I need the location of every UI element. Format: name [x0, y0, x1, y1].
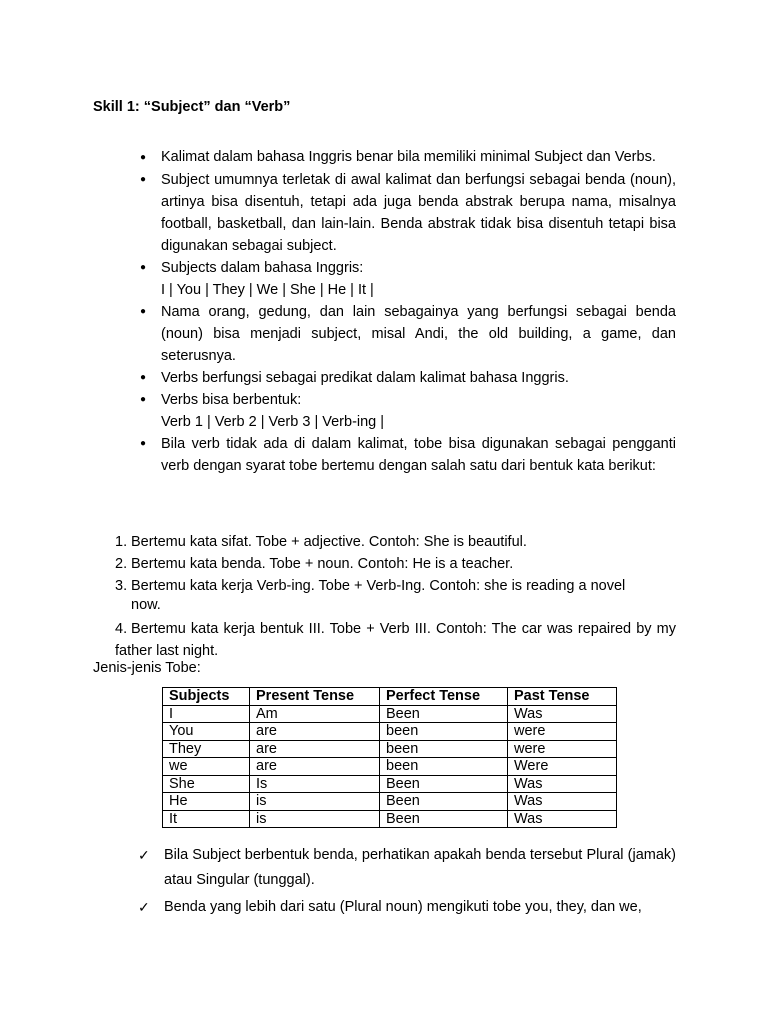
numbered-item: 3. Bertemu kata kerja Verb-ing. Tobe + Verb-Ing. Contoh: she is reading a novel now.: [115, 578, 626, 613]
subjects-list: I | You | They | We | She | He | It |: [161, 282, 374, 298]
table-cell: are: [250, 740, 380, 758]
verbs-list: Verb 1 | Verb 2 | Verb 3 | Verb-ing |: [161, 414, 385, 430]
table-cell: we: [163, 758, 250, 776]
tobe-table: [162, 687, 617, 828]
table-cell: They: [163, 740, 250, 758]
table-row: [163, 775, 617, 793]
table-row: [163, 793, 617, 811]
bullet-item: ● Subject umumnya terletak di awal kalimat dan berfungsi sebagai benda (noun), artinya bisa disentuh, tetapi ada juga benda abstrak berupa nama, misalnya football, basketball, dan lain-lain. Benda abstrak tidak bisa disentuh tetapi bisa digunakan sebagai subject.: [136, 169, 676, 257]
table-cell: been: [380, 758, 508, 776]
numbered-item: 1. Bertemu kata sifat. Tobe + adjective. Contoh: She is beautiful.: [115, 534, 527, 550]
bullet-icon: ●: [140, 372, 147, 383]
table-cell: I: [163, 705, 250, 723]
checkmark-icon: ✓: [138, 847, 150, 863]
header-present-tense: Present Tense: [250, 688, 380, 706]
check-list: [138, 843, 676, 920]
table-cell: Am: [250, 705, 380, 723]
table-cell: Were: [508, 758, 617, 776]
table-cell: It: [163, 810, 250, 828]
table-cell: Been: [380, 810, 508, 828]
table-row: [163, 723, 617, 741]
bullet-item: ● Kalimat dalam bahasa Inggris benar bila memiliki minimal Subject dan Verbs.: [140, 149, 656, 165]
check-item: ✓ Benda yang lebih dari satu (Plural noun) mengikuti tobe you, they, dan we,: [138, 895, 676, 920]
table-header-row: [163, 688, 617, 706]
header-subjects: Subjects: [163, 688, 250, 706]
table-cell: Was: [508, 810, 617, 828]
bullet-icon: ●: [140, 438, 147, 449]
table-cell: Was: [508, 705, 617, 723]
bullet-icon: ●: [140, 394, 147, 405]
bullet-item: ● Verbs berfungsi sebagai predikat dalam kalimat bahasa Inggris.: [136, 367, 676, 389]
table-cell: been: [380, 740, 508, 758]
table-cell: Been: [380, 705, 508, 723]
bullet-item: ● Verbs bisa berbentuk:: [136, 389, 676, 411]
checkmark-icon: ✓: [138, 899, 150, 915]
bullet-item: ● Nama orang, gedung, dan lain sebagainya yang berfungsi sebagai benda (noun) bisa menjadi subject, misal Andi, the old building, a game, dan seterusnya.: [136, 301, 676, 367]
table-cell: were: [508, 723, 617, 741]
table-cell: You: [163, 723, 250, 741]
bullet-item: ● Bila verb tidak ada di dalam kalimat, tobe bisa digunakan sebagai pengganti verb dengan syarat tobe bertemu dengan salah satu dari bentuk kata berikut:: [136, 433, 676, 477]
bullet-icon: ●: [140, 306, 147, 317]
header-perfect-tense: Perfect Tense: [380, 688, 508, 706]
check-item: ✓ Bila Subject berbentuk benda, perhatikan apakah benda tersebut Plural (jamak) atau Singular (tunggal).: [138, 843, 676, 893]
tobe-types-label: Jenis-jenis Tobe:: [93, 660, 201, 676]
bullet-icon: ●: [140, 262, 147, 273]
table-cell: been: [380, 723, 508, 741]
table-cell: Was: [508, 775, 617, 793]
table-row: [163, 705, 617, 723]
table-cell: She: [163, 775, 250, 793]
table-cell: Been: [380, 775, 508, 793]
table-row: [163, 810, 617, 828]
numbered-item: 2. Bertemu kata benda. Tobe + noun. Contoh: He is a teacher.: [115, 556, 514, 572]
numbered-list: [115, 532, 676, 662]
numbered-item: 4. Bertemu kata kerja bentuk III. Tobe + Verb III. Contoh: The car was repaired by my father last night.: [115, 621, 676, 659]
bullet-icon: ●: [140, 174, 147, 185]
table-cell: Was: [508, 793, 617, 811]
table-cell: were: [508, 740, 617, 758]
table-cell: are: [250, 758, 380, 776]
bullet-list: [136, 146, 676, 477]
table-cell: are: [250, 723, 380, 741]
table-row: [163, 758, 617, 776]
page-heading: Skill 1: “Subject” dan “Verb”: [93, 99, 291, 115]
table-cell: Is: [250, 775, 380, 793]
bullet-item: ● Subjects dalam bahasa Inggris:: [136, 257, 676, 279]
table-cell: Been: [380, 793, 508, 811]
table-cell: is: [250, 793, 380, 811]
table-row: [163, 740, 617, 758]
header-past-tense: Past Tense: [508, 688, 617, 706]
bullet-icon: ●: [140, 152, 147, 163]
table-cell: is: [250, 810, 380, 828]
table-cell: He: [163, 793, 250, 811]
